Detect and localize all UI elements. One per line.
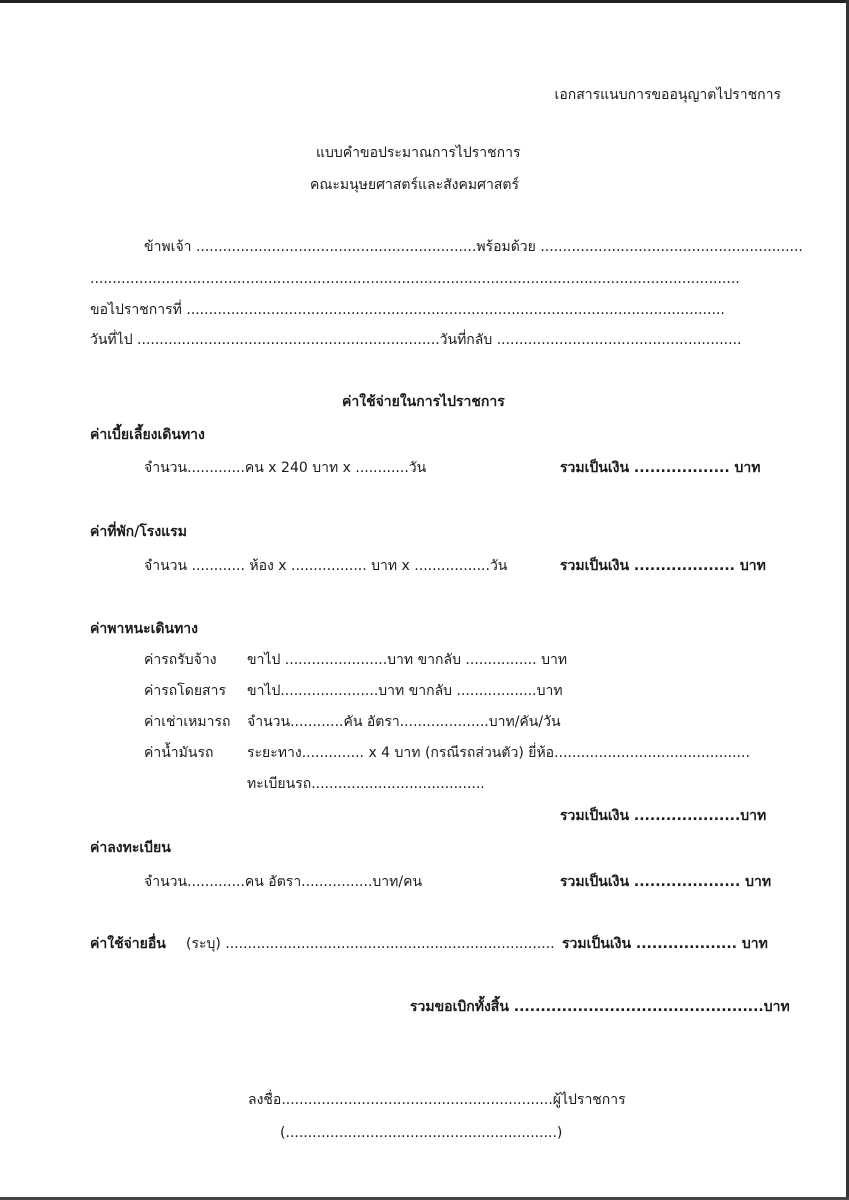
rental-line: จำนวน............คัน อัตรา....................บาท/คัน/วัน <box>247 714 561 730</box>
attachment-label: เอกสารแนบการขออนุญาตไปราชการ <box>554 87 781 103</box>
scan-edge-top <box>0 0 849 3</box>
other-expense-specify: (ระบุ) .......................................................................... <box>186 936 555 952</box>
allowance-title: ค่าเบี้ยเลี้ยงเดินทาง <box>90 427 205 443</box>
grand-total: รวมขอเบิกทั้งสิ้น ...............................................บาท <box>410 999 790 1015</box>
signature-line: ลงชื่อ.............................................................ผู้ไปราชการ <box>248 1092 626 1108</box>
fuel-label: ค่าน้ำมันรถ <box>144 745 214 761</box>
lodging-total: รวมเป็นเงิน ................... บาท <box>560 558 766 574</box>
registration-fee-title: ค่าลงทะเบียน <box>90 840 171 856</box>
bus-line: ขาไป......................บาท ขากลับ ..................บาท <box>247 683 563 699</box>
rental-label: ค่าเช่าเหมารถ <box>144 714 231 730</box>
other-expense-title: ค่าใช้จ่ายอื่น <box>90 936 166 952</box>
other-expense-total: รวมเป็นเงิน ................... บาท <box>562 936 768 952</box>
expenses-title: ค่าใช้จ่ายในการไปราชการ <box>342 394 505 410</box>
form-title: แบบคำขอประมาณการไปราชการ <box>316 145 521 161</box>
registration-plate-line: ทะเบียนรถ....................................... <box>247 776 485 792</box>
applicant-line: ข้าพเจ้า ...............................................................พร้อมด้วย ........................................................... <box>144 239 803 255</box>
bus-label: ค่ารถโดยสาร <box>144 683 226 699</box>
lodging-line: จำนวน ............ ห้อง x ................. บาท x .................วัน <box>144 558 508 574</box>
registration-fee-total: รวมเป็นเงิน .................... บาท <box>560 874 772 890</box>
destination-line: ขอไปราชการที่ ......................................................................................................................... <box>90 302 725 318</box>
registration-fee-line: จำนวน.............คน อัตรา................บาท/คน <box>144 874 423 890</box>
hire-car-label: ค่ารถรับจ้าง <box>144 652 217 668</box>
hire-car-line: ขาไป .......................บาท ขากลับ ................ บาท <box>247 652 568 668</box>
fuel-line: ระยะทาง.............. x 4 บาท (กรณีรถส่วนตัว) ยี่ห้อ............................................ <box>247 745 750 761</box>
allowance-total: รวมเป็นเงิน .................. บาท <box>560 460 761 476</box>
signature-name-line: (.............................................................) <box>280 1125 563 1141</box>
transport-total: รวมเป็นเงิน ....................บาท <box>560 808 767 824</box>
applicant-continuation-line: .................................................................................................................................................. <box>90 271 740 287</box>
faculty-name: คณะมนุษยศาสตร์และสังคมศาสตร์ <box>310 177 520 193</box>
lodging-title: ค่าที่พัก/โรงแรม <box>90 524 187 540</box>
dates-line: วันที่ไป ....................................................................วันที่กลับ ....................................................... <box>90 332 742 348</box>
transport-title: ค่าพาหนะเดินทาง <box>90 621 199 637</box>
allowance-line: จำนวน.............คน x 240 บาท x ............วัน <box>144 460 427 476</box>
